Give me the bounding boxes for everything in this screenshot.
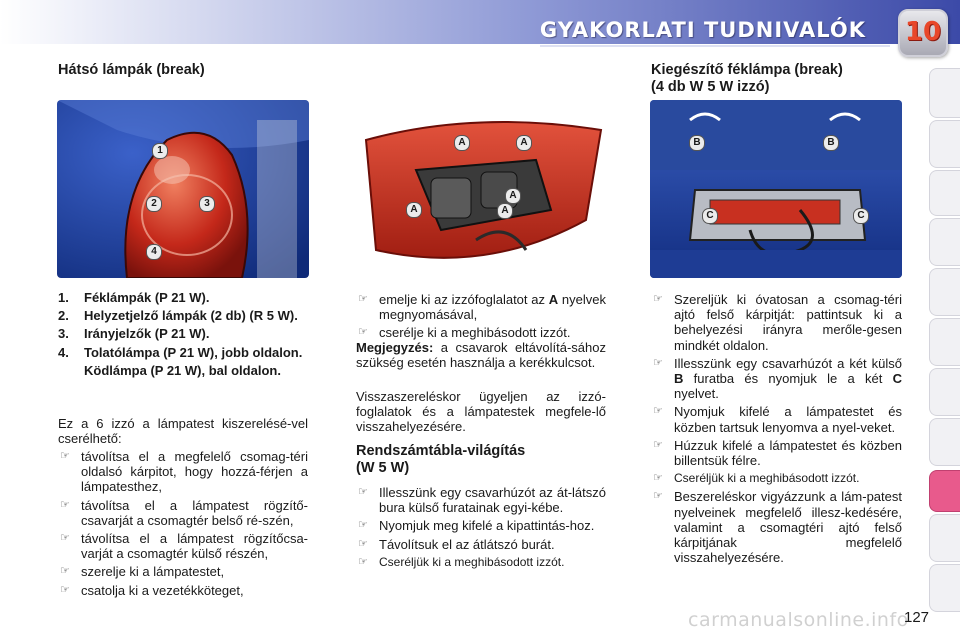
pointing-hand-icon: ☞ — [358, 293, 368, 305]
side-tab-2[interactable] — [929, 120, 960, 168]
pointing-hand-icon: ☞ — [358, 326, 368, 339]
pointing-hand-icon: ☞ — [60, 583, 70, 596]
side-tab-11[interactable] — [929, 564, 960, 612]
right-step: ☞ Beszereléskor vigyázzunk a lám-patest nyelveinek megfelelő illesz-kedésére, valamint a csomagtéri ajtó felső kárpitjának megfelelő visszahelyezésére. — [653, 489, 902, 566]
pointing-hand-icon: ☞ — [653, 472, 663, 485]
pointing-hand-icon: ☞ — [653, 438, 663, 451]
callout-c: C — [702, 208, 718, 224]
plate-step: ☞ Nyomjuk meg kifelé a kipattintás-hoz. — [358, 518, 595, 534]
extra-brake-light-title: Kiegészítő féklámpa (break) (4 db W 5 W izzó) — [651, 62, 843, 95]
watermark: carmanualsonline.info — [688, 609, 909, 631]
pointing-hand-icon: ☞ — [653, 490, 663, 503]
left-steps — [58, 449, 308, 601]
rear-lamps-title: Hátsó lámpák (break) — [58, 62, 205, 78]
middle-step: ☞ emelje ki az izzófoglalatot az A nyelvek megnyomásával, — [358, 292, 606, 323]
chapter-number-badge — [898, 9, 948, 57]
right-steps — [651, 292, 902, 568]
left-step: ☞ távolítsa el a megfelelő csomag-téri oldalsó kárpitot, hogy hozzá-férjen a lámpatesthez, — [60, 449, 308, 495]
pointing-hand-icon: ☞ — [358, 537, 368, 550]
callout-a: A — [454, 135, 470, 151]
plate-light-title: Rendszámtábla-világítás (W 5 W) — [356, 443, 526, 476]
right-step: ☞ Szereljük ki óvatosan a csomag-téri ajtó felső kárpitját: pattintsuk ki a behelyezési irányra merőle-gesen mindkét oldalon. — [653, 292, 902, 353]
right-step: ☞ Illesszünk egy csavarhúzót a két külső B furatba és nyomjuk le a két C nyelvet. — [653, 355, 902, 402]
callout-b: B — [823, 135, 839, 151]
side-tab-4[interactable] — [929, 218, 960, 266]
lamp-list — [58, 290, 308, 381]
callout-a: A — [505, 188, 521, 204]
pointing-hand-icon: ☞ — [60, 532, 70, 545]
bulb-holder-photo — [356, 100, 608, 278]
side-tab-active[interactable] — [929, 470, 960, 512]
callout-b: B — [689, 135, 705, 151]
note — [356, 340, 606, 370]
right-step: ☞ Nyomjuk kifelé a lámpatestet és közben tartsuk lenyomva a nyel-veket. — [653, 404, 902, 435]
pointing-hand-icon: ☞ — [358, 486, 368, 498]
right-step: ☞ Cseréljük ki a meghibásodott izzót. — [653, 471, 860, 486]
chapter-number: 10 — [904, 17, 942, 47]
pointing-hand-icon: ☞ — [60, 565, 70, 578]
lamp-item-1: 1. Féklámpák (P 21 W). — [58, 290, 210, 305]
plate-steps — [356, 485, 606, 573]
callout-3: 3 — [199, 196, 215, 212]
left-step: ☞ távolítsa el a lámpatest rögzítő-csavarját a csomagtér belső ré-szén, — [60, 497, 308, 528]
plate-step: ☞ Cseréljük ki a meghibásodott izzót. — [358, 554, 565, 569]
side-tab-7[interactable] — [929, 368, 960, 416]
pointing-hand-icon: ☞ — [653, 356, 663, 369]
pointing-hand-icon: ☞ — [653, 405, 663, 418]
note-text: a csavarok eltávolítá-sához szükség esetén használja a kerékkulcsot. — [356, 340, 606, 371]
extra-brake-light-photo — [650, 100, 902, 278]
note-label: Megjegyzés: — [356, 340, 434, 355]
plate-step: ☞ Távolítsuk el az átlátszó burát. — [358, 536, 555, 552]
pointing-hand-icon: ☞ — [60, 498, 70, 511]
left-step: ☞ csatolja ki a vezetékköteget, — [60, 582, 244, 598]
pointing-hand-icon: ☞ — [358, 519, 368, 532]
right-step: ☞ Húzzuk kifelé a lámpatestet és közben billentsük félre. — [653, 437, 902, 469]
side-tab-8[interactable] — [929, 418, 960, 466]
lamp-item-4b: Ködlámpa (P 21 W), bal oldalon. — [84, 362, 281, 378]
lamp-item-3: 3. Irányjelzők (P 21 W). — [58, 326, 210, 342]
left-step: ☞ távolítsa el a lámpatest rögzítőcsa-varját a csomagtér külső részén, — [60, 531, 308, 562]
lamp-item-4: 4. Tolatólámpa (P 21 W), jobb oldalon. — [58, 344, 303, 360]
rear-lamp-photo — [57, 100, 309, 278]
callout-a: A — [516, 135, 532, 151]
side-tab-10[interactable] — [929, 514, 960, 562]
left-intro: Ez a 6 izzó a lámpatest kiszerelésé-vel cserélhető: — [58, 416, 308, 447]
callout-1: 1 — [152, 143, 168, 159]
side-tab-3[interactable] — [929, 170, 960, 216]
side-tab-5[interactable] — [929, 268, 960, 316]
chapter-title: GYAKORLATI TUDNIVALÓK — [539, 18, 866, 42]
side-tab-1[interactable] — [929, 68, 960, 118]
pointing-hand-icon: ☞ — [358, 555, 368, 568]
callout-c: C — [853, 208, 869, 224]
plate-step: ☞ Illesszünk egy csavarhúzót az át-látszó bura külső furatainak egyi-kébe. — [358, 485, 606, 516]
callout-a: A — [497, 203, 513, 219]
side-tab-6[interactable] — [929, 318, 960, 366]
pointing-hand-icon: ☞ — [653, 293, 663, 305]
left-step: ☞ szerelje ki a lámpatestet, — [60, 564, 225, 580]
page-number: 127 — [904, 609, 930, 626]
callout-a: A — [406, 202, 422, 218]
middle-step: ☞ cserélje ki a meghibásodott izzót. — [358, 325, 571, 341]
callout-2: 2 — [146, 196, 162, 212]
reassembly-note: Visszaszereléskor ügyeljen az izzó-foglalatok és a lámpatestek megfele-lő visszahelyezésére. — [356, 389, 606, 435]
middle-steps-top — [356, 292, 606, 344]
callout-4: 4 — [146, 244, 162, 260]
lamp-item-2: 2. Helyzetjelző lámpák (2 db) (R 5 W). — [58, 308, 298, 324]
pointing-hand-icon: ☞ — [60, 450, 70, 462]
